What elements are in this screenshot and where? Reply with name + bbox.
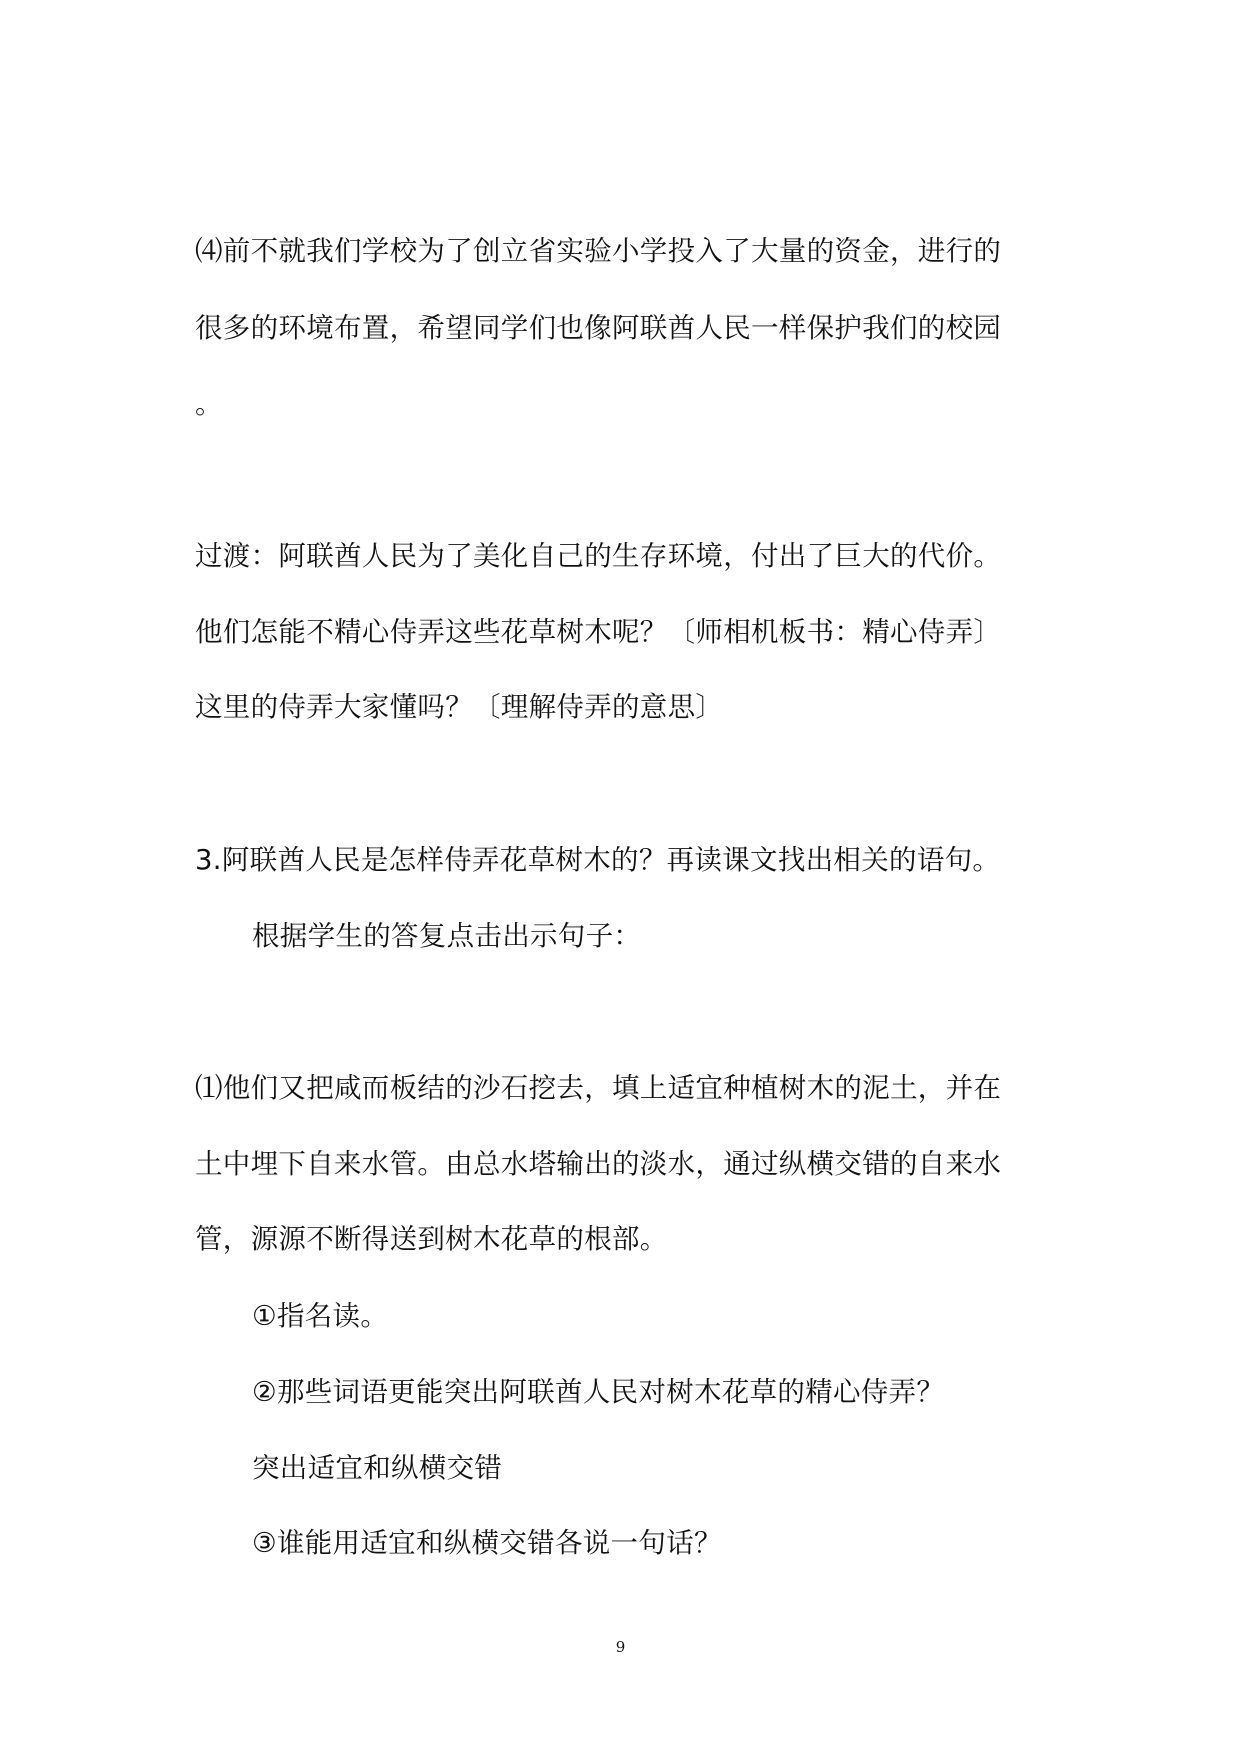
text-line-step-2: ②那些词语更能突出阿联酋人民对树木花草的精心侍弄？ xyxy=(252,1376,945,1408)
text-line-intro-4-end: 。 xyxy=(195,388,223,420)
text-line-instruction: 根据学生的答复点击出示句子： xyxy=(252,920,642,952)
page-number: 9 xyxy=(615,1638,626,1656)
text-line-transition-end: 这里的侍弄大家懂吗？〔理解侍弄的意思〕 xyxy=(195,691,724,723)
text-line-step-3: ③谁能用适宜和纵横交错各说一句话？ xyxy=(252,1527,722,1559)
text-line-sentence-1-end: 管，源源不断得送到树木花草的根部。 xyxy=(195,1223,668,1255)
text-line-transition-cont: 他们怎能不精心侍弄这些花草树木呢？〔师相机板书：精心侍弄〕 xyxy=(195,616,1002,648)
text-line-transition: 过渡：阿联酋人民为了美化自己的生存环境，付出了巨大的代价。 xyxy=(195,540,1002,572)
text-line-sentence-1: ⑴他们又把咸而板结的沙石挖去，填上适宜种植树木的泥土，并在 xyxy=(195,1072,1002,1104)
text-line-question-3: 3.阿联酋人民是怎样侍弄花草树木的？再读课文找出相关的语句。 xyxy=(195,844,1001,876)
text-line-step-1: ①指名读。 xyxy=(252,1300,389,1332)
text-line-step-2-answer: 突出适宜和纵横交错 xyxy=(252,1452,503,1484)
text-line-intro-4-cont: 很多的环境布置，希望同学们也像阿联酋人民一样保护我们的校园 xyxy=(195,312,1002,344)
text-line-sentence-1-cont: 土中埋下自来水管。由总水塔输出的淡水，通过纵横交错的自来水 xyxy=(195,1148,1002,1180)
text-line-intro-4: ⑷前不就我们学校为了创立省实验小学投入了大量的资金，进行的 xyxy=(195,235,1002,267)
